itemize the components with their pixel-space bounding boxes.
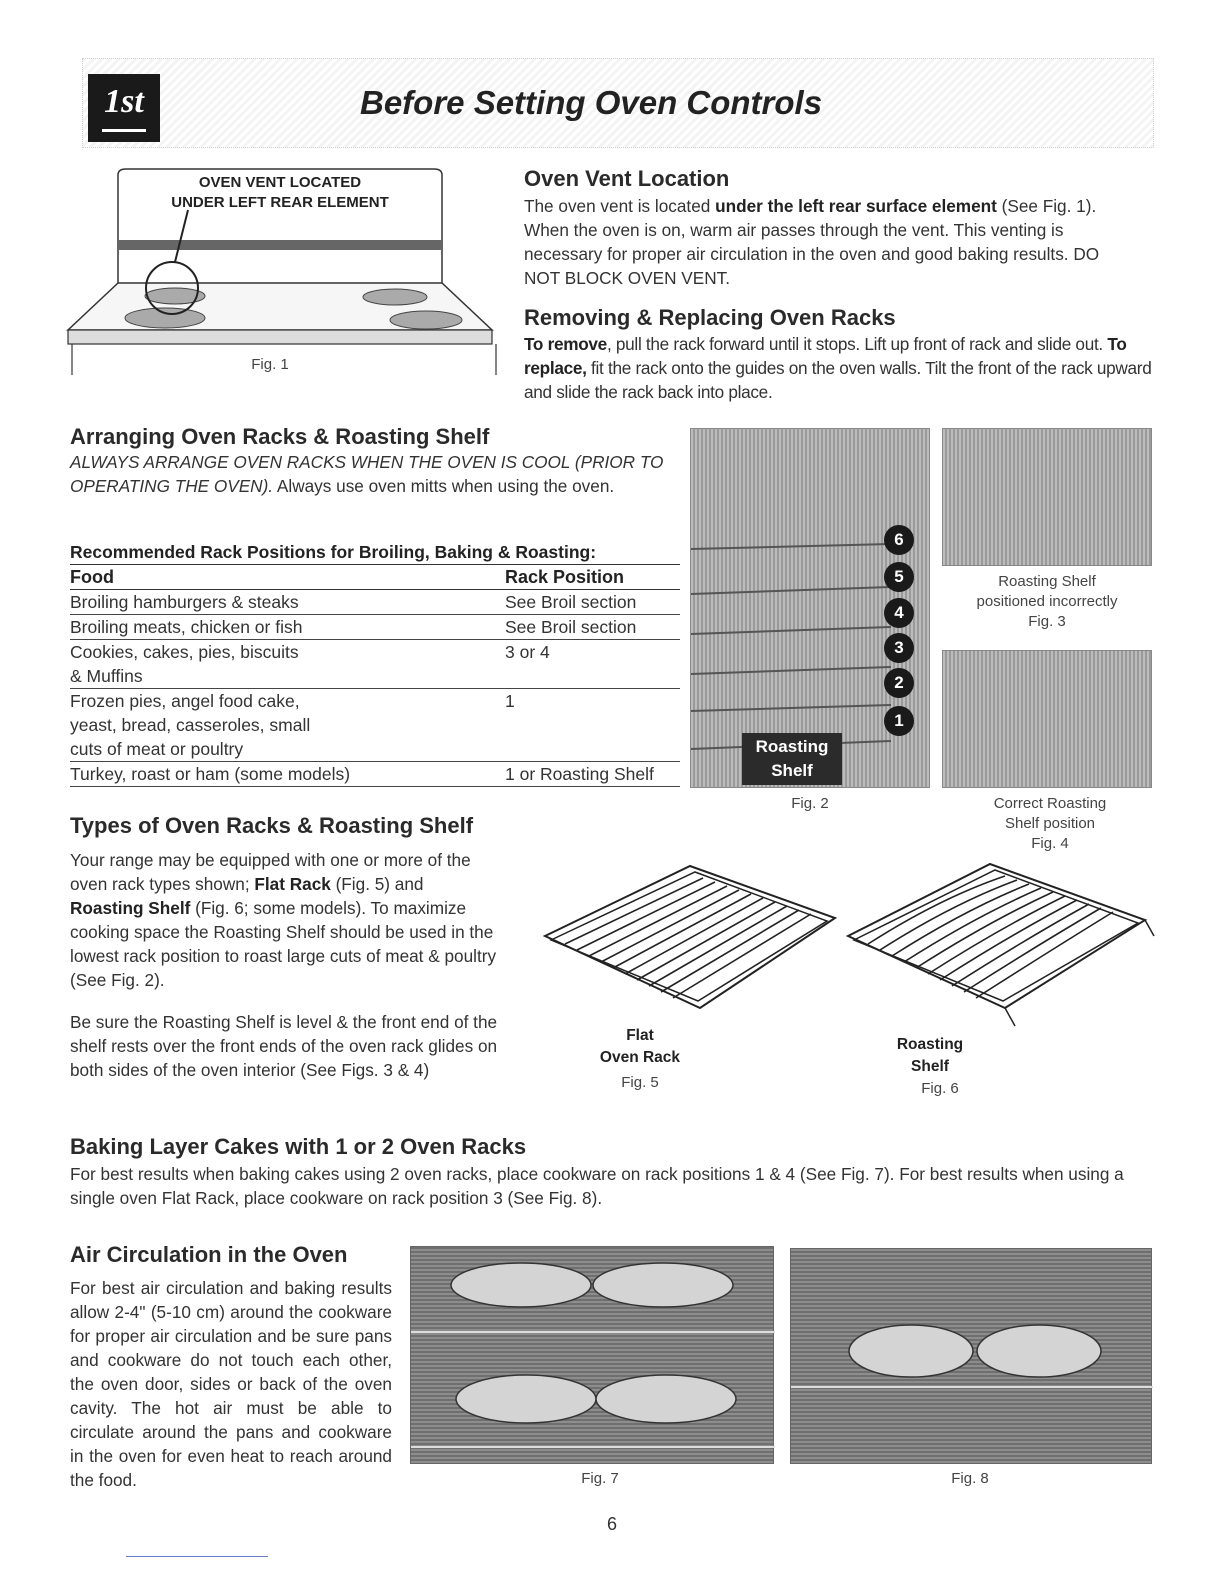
to-remove-bold: To remove — [524, 334, 607, 354]
roasting-shelf-drawing — [840, 858, 1160, 1033]
oven-vent-heading: Oven Vent Location — [524, 166, 730, 191]
fig3-line1: Roasting Shelf — [998, 573, 1096, 590]
rack-position-table — [70, 540, 680, 787]
fig4-line1: Correct Roasting — [993, 795, 1107, 812]
vent-text-2: (See Fig. 1). When the oven is on, warm air passes through the vent. This venting is necessary for proper air circulation in the oven and good baking results. DO NOT BLOCK OVEN VENT. — [524, 196, 1100, 288]
food-cell: Turkey, roast or ham (some models) — [70, 762, 505, 787]
fig5-caption: Fig. 5 — [621, 1074, 659, 1091]
air-text: For best air circulation and baking results allow 2-4" (5-10 cm) around the cookware for proper air circulation and be sure pans and cookware do not touch each other, the oven door, sides or back of the oven cavity. The hot air must be able to circulate around the pans and cookware in the oven for even heat to reach around the food. — [70, 1278, 392, 1490]
fig4-photo — [942, 650, 1152, 788]
rack-position-cell: 3 or 4 — [505, 640, 680, 689]
flat-rack-bold: Flat Rack — [254, 874, 331, 894]
types-text-2: (Fig. 5) and — [330, 874, 424, 894]
fig5-label — [580, 1025, 700, 1069]
arranging-text — [70, 450, 682, 498]
vent-text-1: The oven vent is located — [524, 196, 716, 216]
fig5-line2: Oven Rack — [599, 1049, 681, 1066]
fig1-label-line2: UNDER LEFT REAR ELEMENT — [171, 194, 389, 211]
types-text — [70, 848, 500, 992]
fig8-pans — [791, 1249, 1153, 1465]
page-number: 6 — [606, 1514, 617, 1534]
badge-text: 1st — [104, 83, 144, 120]
fig4-text — [942, 794, 1158, 854]
fig3-photo — [942, 428, 1152, 566]
replace-text: fit the rack onto the guides on the oven walls. Tilt the front of the rack upward and slide the rack back into place. — [524, 358, 1152, 402]
fig5-line1: Flat — [626, 1027, 654, 1044]
fig7-photo — [410, 1246, 774, 1464]
fig1-label-line1: OVEN VENT LOCATED — [198, 174, 362, 191]
col-rack-position: Rack Position — [505, 565, 680, 590]
types-text-1: Your range may be equipped with one or more of the oven rack types shown; — [70, 850, 471, 894]
table-row — [70, 590, 680, 615]
col-food: Food — [70, 565, 505, 590]
air-heading: Air Circulation in the Oven — [70, 1242, 348, 1267]
types-text-3: (Fig. 6; some models). To maximize cooking space the Roasting Shelf should be used in the lowest rack position to roast large cuts of meat & poultry (See Fig. 2). — [70, 898, 497, 990]
food-cell: Cookies, cakes, pies, biscuits & Muffins — [70, 640, 505, 689]
first-badge — [88, 74, 160, 142]
fig8-caption: Fig. 8 — [951, 1470, 989, 1487]
rack-position-6: 6 — [884, 525, 914, 555]
fig6-line1: Roasting — [896, 1036, 964, 1053]
arranging-heading: Arranging Oven Racks & Roasting Shelf — [70, 424, 490, 449]
table-row — [70, 615, 680, 640]
rack-position-cell: 1 or Roasting Shelf — [505, 762, 680, 787]
rack-position-cell: See Broil section — [505, 615, 680, 640]
vent-bold: under the left rear surface element — [715, 196, 997, 216]
rack-position-cell: 1 — [505, 689, 680, 762]
baking-heading: Baking Layer Cakes with 1 or 2 Oven Racks — [70, 1134, 527, 1159]
fig6-caption: Fig. 6 — [921, 1080, 959, 1097]
flat-rack-drawing — [535, 858, 845, 1028]
fig7-caption: Fig. 7 — [581, 1470, 619, 1487]
fig4-caption: Fig. 4 — [1031, 835, 1069, 852]
rack-position-4: 4 — [884, 598, 914, 628]
fig6-line2: Shelf — [911, 1058, 949, 1075]
table-row — [70, 762, 680, 787]
table-row — [70, 689, 680, 762]
food-cell: Frozen pies, angel food cake, yeast, bread, casseroles, small cuts of meat or poultry — [70, 689, 505, 762]
rack-position-5: 5 — [884, 562, 914, 592]
fig6-roasting-shelf — [840, 858, 1160, 1033]
table-row — [70, 640, 680, 689]
food-cell: Broiling hamburgers & steaks — [70, 590, 505, 615]
fig3-caption: Fig. 3 — [1028, 613, 1066, 630]
fig6-label — [870, 1034, 990, 1078]
rack-position-cell: See Broil section — [505, 590, 680, 615]
rack-position-1: 1 — [884, 706, 914, 736]
to-replace-bold: To replace, — [524, 334, 1127, 378]
arranging-warning: ALWAYS ARRANGE OVEN RACKS WHEN THE OVEN IS COOL (PRIOR TO OPERATING THE OVEN). — [70, 452, 664, 496]
removing-racks-text — [524, 332, 1154, 404]
rack-position-3: 3 — [884, 633, 914, 663]
badge-underline — [102, 129, 146, 132]
fig4-line2: Shelf position — [1004, 815, 1096, 832]
fig2-caption: Fig. 2 — [791, 795, 829, 812]
arranging-mitts-text: Always use oven mitts when using the oven. — [273, 476, 615, 496]
food-cell: Broiling meats, chicken or fish — [70, 615, 505, 640]
shelf-tag-line1: Roasting — [755, 737, 829, 756]
types-level-text: Be sure the Roasting Shelf is level & the front end of the shelf rests over the front ends of the oven rack glides on both sides of the oven interior (See Figs. 3 & 4) — [70, 1012, 498, 1080]
fig8-photo — [790, 1248, 1152, 1464]
roasting-shelf-tag — [742, 733, 842, 785]
page-title: Before Setting Oven Controls — [360, 84, 823, 121]
fig3-line2: positioned incorrectly — [976, 593, 1118, 610]
table-body — [70, 590, 680, 787]
removing-racks-heading: Removing & Replacing Oven Racks — [524, 305, 896, 330]
remove-text: , pull the rack forward until it stops. Lift up front of rack and slide out. — [606, 334, 1108, 354]
roasting-shelf-bold: Roasting Shelf — [70, 898, 191, 918]
fig7-pans — [411, 1247, 775, 1465]
shelf-tag-line2: Shelf — [771, 761, 813, 780]
fig5-flat-rack — [535, 858, 845, 1028]
baking-text: For best results when baking cakes using 2 oven racks, place cookware on rack positions 1 & 4 (See Fig. 7). For best results when using a single oven Flat Rack, place cookware on rack position 3 (See Fig. 8). — [70, 1164, 1124, 1208]
types-heading: Types of Oven Racks & Roasting Shelf — [70, 813, 474, 838]
oven-vent-text — [524, 194, 1134, 290]
rack-position-2: 2 — [884, 668, 914, 698]
footer-rule — [126, 1556, 268, 1557]
fig1-caption: Fig. 1 — [251, 356, 289, 373]
table-caption: Recommended Rack Positions for Broiling, Baking & Roasting: — [70, 540, 680, 565]
fig3-text — [942, 572, 1152, 632]
